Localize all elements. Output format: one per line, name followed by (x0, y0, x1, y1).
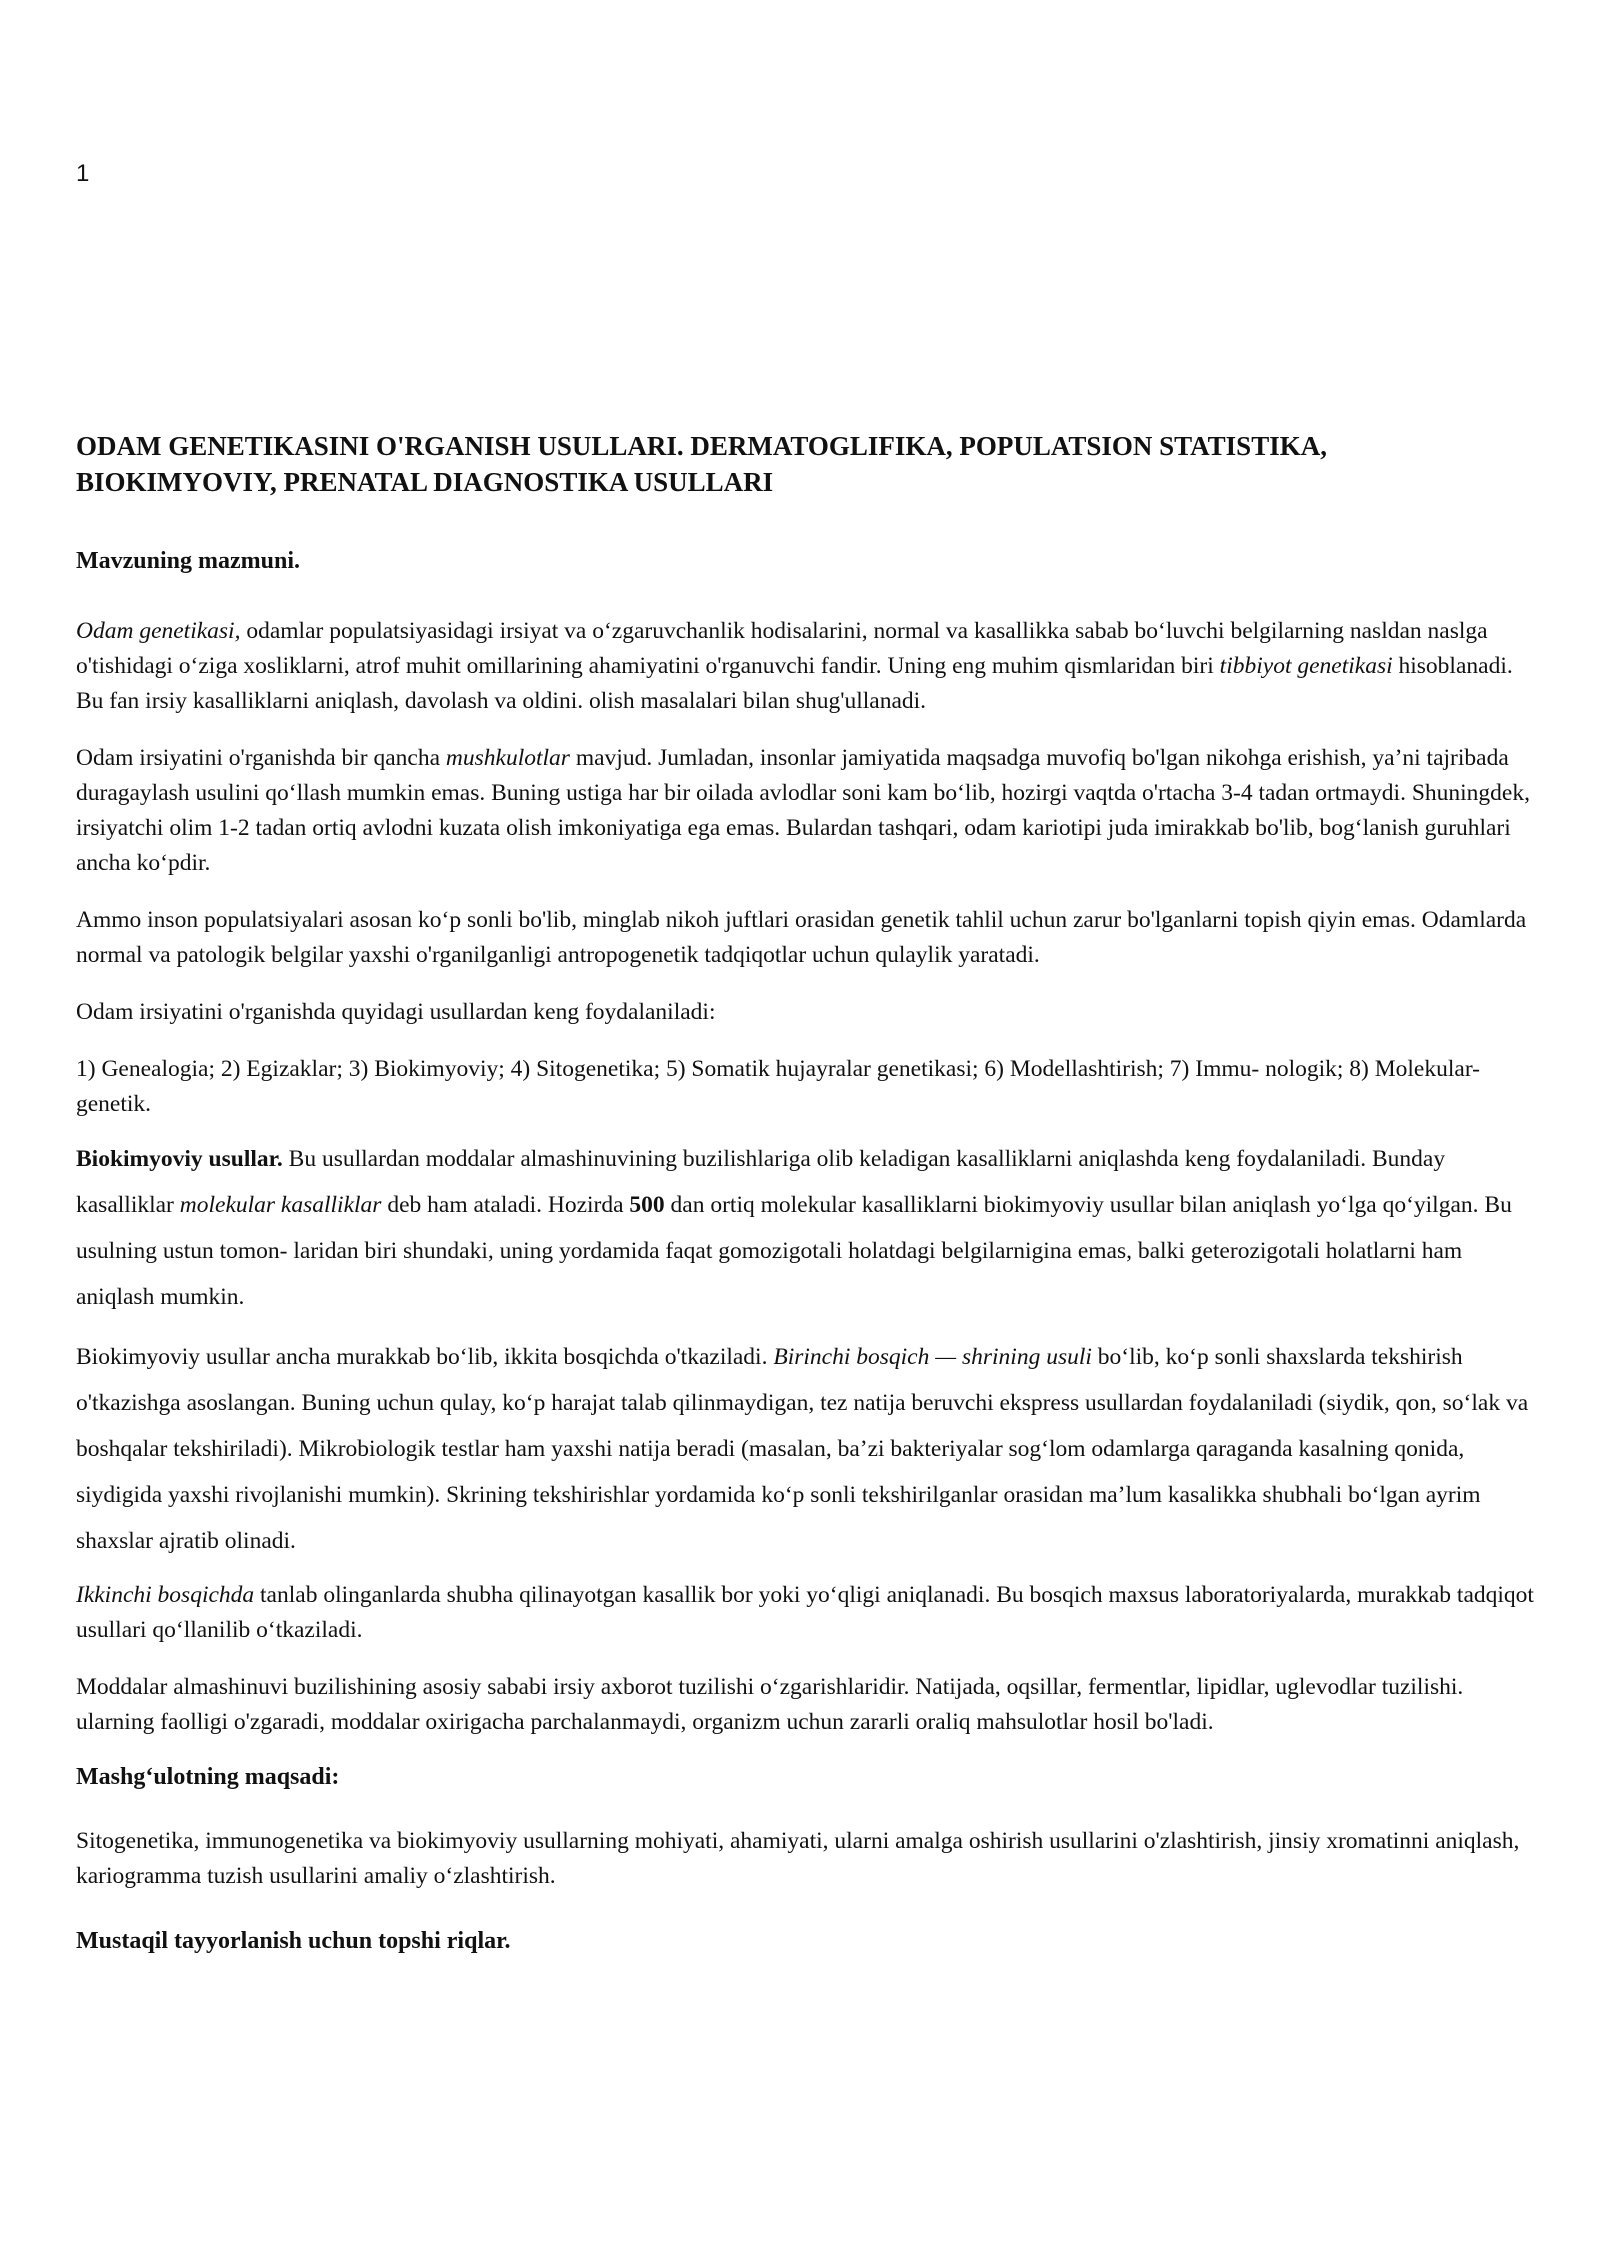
paragraph-text: Odam irsiyatini o'rganishda bir qancha (76, 745, 446, 771)
paragraph-maqsad: Sitogenetika, immunogenetika va biokimyoviy usullarning mohiyati, ahamiyati, ularni amalga oshirish usullarini o'zlashtirish, jinsiy xromatinni aniqlash, kariogramma tuzish usullarini amaliy o‘zlashtirish. (76, 1828, 1520, 1889)
term-birinchi-bosqich: Birinchi bosqich — shrining usuli (773, 1344, 1092, 1370)
section-heading-mazmuni: Mavzuning mazmuni. (76, 548, 301, 574)
paragraph-text: Biokimyoviy usullar ancha murakkab bo‘lib, ikkita bosqichda o'tkaziladi. (76, 1344, 774, 1370)
paragraph-text: tanlab olinganlarda shubha qilinayotgan kasallik bor yoki yo‘qligi aniqlanadi. Bu bosqich maxsus laboratoriyalarda, murakkab tadqiqot usullari qo‘llanilib o‘tkaziladi. (76, 1582, 1534, 1643)
title-line-2: BIOKIMYOVIY, PRENATAL DIAGNOSTIKA USULLARI (76, 467, 774, 497)
number-500: 500 (629, 1192, 665, 1218)
document-body (76, 428, 1536, 1956)
paragraph-text: Bu usullardan moddalar almashinuvining buzilishlariga olib keladigan kasalliklarni aniqlashda keng foydalaniladi. Bunday kasalliklar (76, 1146, 1446, 1218)
paragraph-text: dan ortiq molekular kasalliklarni biokimyoviy usullar bilan aniqlash yo‘lga qo‘yilgan. Bu usulning ustun tomon- laridan biri shundaki, uning yordamida faqat gomozigotali holatdagi belgilarnigina emas, balki geterozigotali holatlarni ham aniqlash mumkin. (76, 1192, 1512, 1310)
title-line-1: ODAM GENETIKASINI O'RGANISH USULLARI. DERMATOGLIFIKA, POPULATSION STATISTIKA, (76, 431, 1327, 461)
paragraph-usullar-list: 1) Genealogia; 2) Egizaklar; 3) Biokimyoviy; 4) Sitogenetika; 5) Somatik hujayralar genetikasi; 6) Modellashtirish; 7) Immu- nologik; 8) Molekular-genetik. (76, 1056, 1480, 1117)
term-odam-genetikasi: Odam genetikasi, (76, 618, 241, 644)
term-tibbiyot-genetikasi: tibbiyot genetikasi (1219, 653, 1393, 679)
document-title (76, 428, 1536, 500)
page-number: 1 (76, 160, 90, 187)
paragraph-text: odamlar populatsiyasidagi irsiyat va o‘zgaruvchanlik hodisalarini, normal va kasallikka sabab bo‘luvchi belgilarning nasldan naslga o'tishidagi o‘ziga xosliklarni, atrof muhit omillarining ahamiyatini o'rganuvchi fandir. Uning eng muhim qismlaridan biri (76, 618, 1488, 679)
paragraph-mushkulotlar (76, 741, 1536, 881)
paragraph-text: bo‘lib, ko‘p sonli shaxslarda tekshirish o'tkazishga asoslangan. Buning uchun qulay, ko‘p harajat talab qilinmaydigan, tez natija beruvchi ekspress usullardan foydalaniladi (siydik, qon, so‘lak va boshqalar tekshiriladi). Mikrobiologik testlar ham yaxshi natija beradi (masalan, ba’zi bakteriyalar sog‘lom odamlarga qaraganda kasalning qonida, siydigida yaxshi rivojlanishi mumkin). Skrining tekshirishlar yordamida ko‘p sonli tekshirilganlar orasidan ma’lum kasalikka shubhali bo‘lgan ayrim shaxslar ajratib olinadi. (76, 1344, 1529, 1554)
paragraph-ikkinchi-bosqich (76, 1578, 1536, 1648)
paragraph-populatsiyalar: Ammo inson populatsiyalari asosan ko‘p sonli bo'lib, minglab nikoh juftlari orasidan genetik tahlil uchun zarur bo'lganlarni topish qiyin emas. Odamlarda normal va patologik belgilar yaxshi o'rganilganligi antropogenetik tadqiqotlar uchun qulaylik yaratadi. (76, 907, 1527, 968)
term-ikkinchi-bosqich: Ikkinchi bosqichda (76, 1582, 255, 1608)
term-biokimyoviy-usullar: Biokimyoviy usullar. (76, 1146, 283, 1172)
paragraph-usullar-intro: Odam irsiyatini o'rganishda quyidagi usullardan keng foydalaniladi: (76, 999, 716, 1025)
paragraph-text: hisoblanadi. Bu fan irsiy kasalliklarni aniqlash, davolash va oldini. olish masalalari bilan shug'ullanadi. (76, 653, 1513, 714)
section-heading-topshiriqlar: Mustaqil tayyorlanish uchun topshi riqlar. (76, 1928, 511, 1954)
section-heading-maqsadi: Mashg‘ulotning maqsadi: (76, 1764, 340, 1790)
term-molekular-kasalliklar: molekular kasalliklar (179, 1192, 382, 1218)
paragraph-odam-genetikasi (76, 614, 1536, 719)
paragraph-text: deb ham ataladi. Hozirda (381, 1192, 630, 1218)
paragraph-biokimyoviy-usullar (76, 1136, 1536, 1320)
paragraph-moddalar-almashinuvi: Moddalar almashinuvi buzilishining asosiy sababi irsiy axborot tuzilishi o‘zgarishlaridir. Natijada, oqsillar, fermentlar, lipidlar, uglevodlar tuzilishi. ularning faolligi o'zgaradi, moddalar oxirigacha parchalanmaydi, organizm uchun zararli oraliq mahsulotlar hosil bo'ladi. (76, 1674, 1464, 1735)
paragraph-text: mavjud. Jumladan, insonlar jamiyatida maqsadga muvofiq bo'lgan nikohga erishish, ya’ni tajribada duragaylash usulini qo‘llash mumkin emas. Buning ustiga har bir oilada avlodlar soni kam bo‘lib, hozirgi vaqtda o'rtacha 3-4 tadan ortmaydi. Shuningdek, irsiyatchi olim 1-2 tadan ortiq avlodni kuzata olish imkoniyatiga ega emas. Bulardan tashqari, odam kariotipi juda imirakkab bo'lib, bog‘lanish guruhlari ancha ko‘pdir. (76, 745, 1530, 876)
term-mushkulotlar: mushkulotlar (445, 745, 570, 771)
paragraph-birinchi-bosqich (76, 1334, 1536, 1564)
